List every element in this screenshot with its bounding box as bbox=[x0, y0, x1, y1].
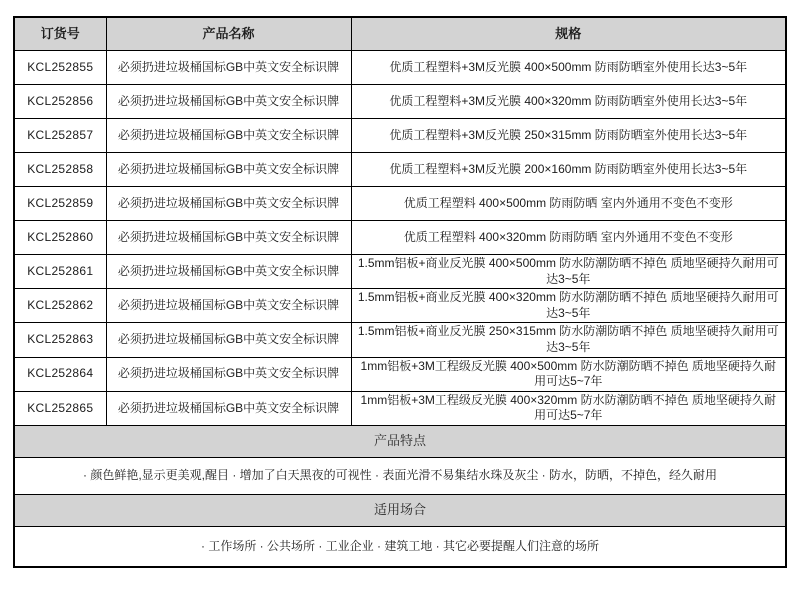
product-name-text: 必须扔进垃圾桶国标GB中英文安全标识牌 bbox=[117, 263, 340, 278]
occasions-text: · 工作场所 · 公共场所 · 工业企业 · 建筑工地 · 其它必要提醒人们注意的场所 bbox=[14, 526, 786, 567]
order-no-cell: KCL252862 bbox=[14, 289, 106, 323]
table-row bbox=[14, 289, 786, 323]
product-name-text: 必须扔进垃圾桶国标GB中英文安全标识牌 bbox=[117, 400, 340, 415]
spec-cell bbox=[351, 221, 786, 255]
order-no-cell: KCL252860 bbox=[14, 221, 106, 255]
product-name-cell bbox=[106, 187, 351, 221]
occasions-section-header: 适用场合 bbox=[14, 494, 786, 526]
table-row bbox=[14, 187, 786, 221]
spec-cell bbox=[351, 187, 786, 221]
order-no-cell: KCL252859 bbox=[14, 187, 106, 221]
product-name-cell bbox=[106, 153, 351, 187]
product-name-text: 必须扔进垃圾桶国标GB中英文安全标识牌 bbox=[117, 297, 340, 312]
table-row bbox=[14, 255, 786, 289]
product-name-cell bbox=[106, 323, 351, 357]
occasions-section-body-row bbox=[14, 526, 786, 567]
product-name-text: 必须扔进垃圾桶国标GB中英文安全标识牌 bbox=[117, 366, 340, 381]
table-row bbox=[14, 153, 786, 187]
order-no-cell: KCL252864 bbox=[14, 357, 106, 391]
product-name-text: 必须扔进垃圾桶国标GB中英文安全标识牌 bbox=[117, 229, 340, 244]
product-name-text: 必须扔进垃圾桶国标GB中英文安全标识牌 bbox=[117, 93, 340, 108]
product-name-text: 必须扔进垃圾桶国标GB中英文安全标识牌 bbox=[117, 161, 340, 176]
product-name-text: 必须扔进垃圾桶国标GB中英文安全标识牌 bbox=[117, 332, 340, 347]
occasions-section-header-row bbox=[14, 494, 786, 526]
features-section-header-row bbox=[14, 425, 786, 457]
features-section-body-row bbox=[14, 457, 786, 494]
spec-text: 1mm铝板+3M工程级反光膜 400×320mm 防水防潮防晒不掉色 质地坚硬持久耐用可达5~7年 bbox=[360, 392, 776, 423]
col-header-order-no: 订货号 bbox=[14, 17, 106, 51]
features-text: · 颜色鲜艳,显示更美观,醒目 · 增加了白天黑夜的可视性 · 表面光滑不易集结水珠及灰尘 · 防水，防晒，不掉色，经久耐用 bbox=[14, 457, 786, 494]
spec-text: 优质工程塑料 400×320mm 防雨防晒 室内外通用不变色不变形 bbox=[403, 229, 733, 244]
spec-text: 优质工程塑料+3M反光膜 200×160mm 防雨防晒室外使用长达3~5年 bbox=[389, 161, 748, 176]
spec-cell bbox=[351, 289, 786, 323]
table-row bbox=[14, 357, 786, 391]
spec-cell bbox=[351, 323, 786, 357]
spec-text: 优质工程塑料+3M反光膜 250×315mm 防雨防晒室外使用长达3~5年 bbox=[389, 127, 748, 142]
table-row bbox=[14, 51, 786, 85]
spec-text: 优质工程塑料+3M反光膜 400×500mm 防雨防晒室外使用长达3~5年 bbox=[389, 59, 748, 74]
table-row bbox=[14, 391, 786, 425]
spec-text: 1.5mm铝板+商业反光膜 400×500mm 防水防潮防晒不掉色 质地坚硬持久耐用可达3~5年 bbox=[357, 256, 779, 286]
product-name-cell bbox=[106, 357, 351, 391]
product-name-cell bbox=[106, 289, 351, 323]
spec-cell bbox=[351, 119, 786, 153]
product-name-cell bbox=[106, 119, 351, 153]
product-name-text: 必须扔进垃圾桶国标GB中英文安全标识牌 bbox=[117, 59, 340, 74]
order-no-cell: KCL252861 bbox=[14, 255, 106, 289]
product-name-cell bbox=[106, 221, 351, 255]
col-header-spec: 规格 bbox=[351, 17, 786, 51]
product-name-cell bbox=[106, 391, 351, 425]
col-header-product-name: 产品名称 bbox=[106, 17, 351, 51]
features-section-header: 产品特点 bbox=[14, 425, 786, 457]
order-no-cell: KCL252857 bbox=[14, 119, 106, 153]
order-no-cell: KCL252865 bbox=[14, 391, 106, 425]
table-row bbox=[14, 119, 786, 153]
order-no-cell: KCL252863 bbox=[14, 323, 106, 357]
product-name-cell bbox=[106, 255, 351, 289]
spec-text: 1mm铝板+3M工程级反光膜 400×500mm 防水防潮防晒不掉色 质地坚硬持久耐用可达5~7年 bbox=[360, 358, 776, 389]
spec-cell bbox=[351, 85, 786, 119]
table-row bbox=[14, 323, 786, 357]
spec-cell bbox=[351, 51, 786, 85]
table-row bbox=[14, 85, 786, 119]
spec-text: 优质工程塑料+3M反光膜 400×320mm 防雨防晒室外使用长达3~5年 bbox=[389, 93, 748, 108]
product-spec-table bbox=[13, 16, 787, 568]
spec-text: 1.5mm铝板+商业反光膜 250×315mm 防水防潮防晒不掉色 质地坚硬持久耐用可达3~5年 bbox=[357, 324, 779, 354]
spec-text: 1.5mm铝板+商业反光膜 400×320mm 防水防潮防晒不掉色 质地坚硬持久耐用可达3~5年 bbox=[357, 290, 779, 320]
product-name-cell bbox=[106, 85, 351, 119]
order-no-cell: KCL252855 bbox=[14, 51, 106, 85]
order-no-cell: KCL252856 bbox=[14, 85, 106, 119]
spec-text: 优质工程塑料 400×500mm 防雨防晒 室内外通用不变色不变形 bbox=[403, 195, 733, 210]
spec-cell bbox=[351, 391, 786, 425]
table-row bbox=[14, 221, 786, 255]
product-name-cell bbox=[106, 51, 351, 85]
table-header-row bbox=[14, 17, 786, 51]
spec-cell bbox=[351, 357, 786, 391]
spec-cell bbox=[351, 255, 786, 289]
product-name-text: 必须扔进垃圾桶国标GB中英文安全标识牌 bbox=[117, 127, 340, 142]
product-name-text: 必须扔进垃圾桶国标GB中英文安全标识牌 bbox=[117, 195, 340, 210]
order-no-cell: KCL252858 bbox=[14, 153, 106, 187]
spec-cell bbox=[351, 153, 786, 187]
